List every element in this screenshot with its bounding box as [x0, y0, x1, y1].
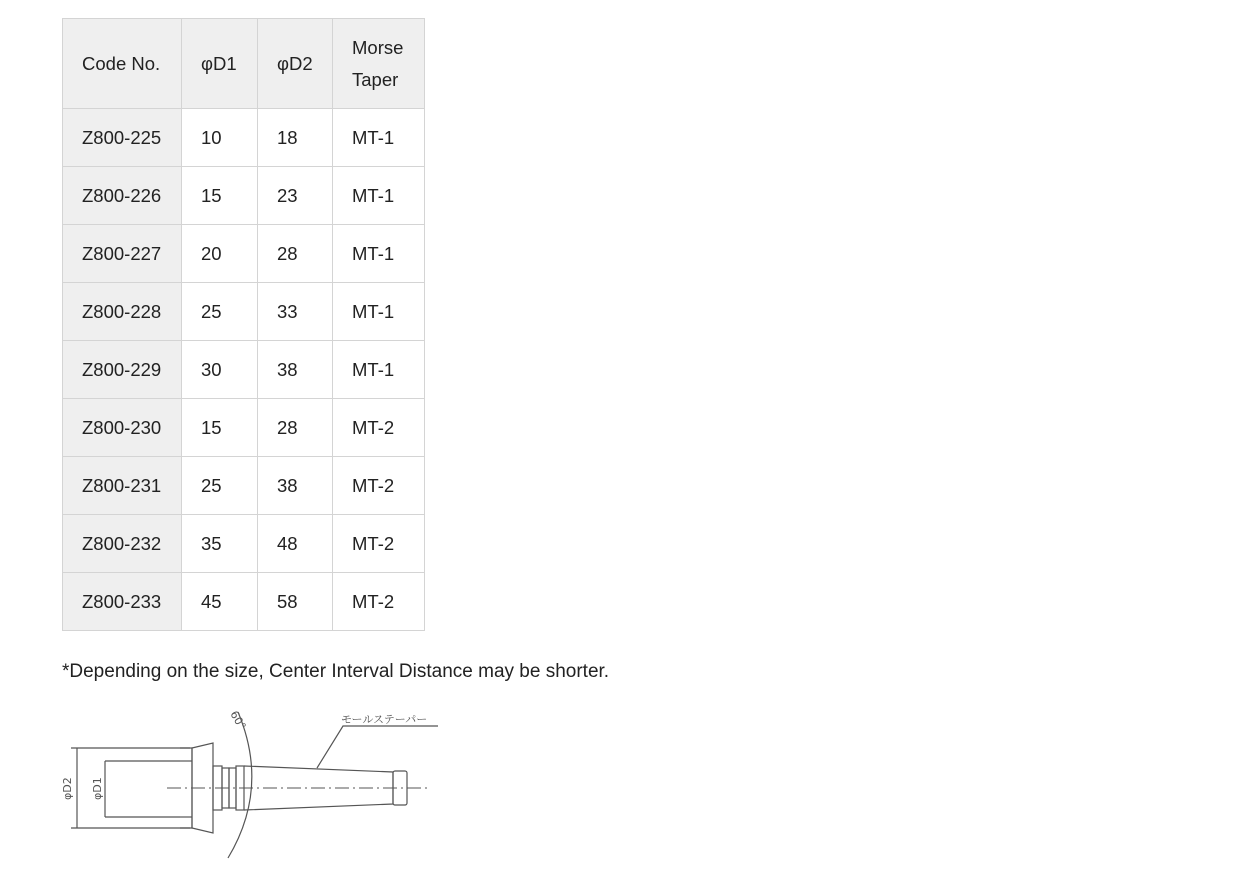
cell-morse-taper: MT-1 [333, 167, 425, 225]
cell-morse-taper: MT-1 [333, 109, 425, 167]
table-row [63, 109, 425, 167]
cell-code: Z800-232 [63, 515, 182, 573]
cell-d2: 18 [258, 109, 333, 167]
cell-code: Z800-233 [63, 573, 182, 631]
cell-morse-taper: MT-2 [333, 573, 425, 631]
table-row [63, 283, 425, 341]
cell-d2: 28 [258, 225, 333, 283]
angle-label: 60° [227, 708, 249, 733]
d2-label: φD2 [61, 777, 74, 800]
cell-d1: 15 [182, 399, 258, 457]
cell-d1: 45 [182, 573, 258, 631]
table-row [63, 225, 425, 283]
cell-morse-taper: MT-2 [333, 399, 425, 457]
table-row [63, 573, 425, 631]
cell-d1: 20 [182, 225, 258, 283]
cell-code: Z800-226 [63, 167, 182, 225]
header-morse-taper: Morse Taper [333, 19, 425, 109]
cell-d1: 10 [182, 109, 258, 167]
cell-code: Z800-230 [63, 399, 182, 457]
cell-d2: 48 [258, 515, 333, 573]
cell-d1: 35 [182, 515, 258, 573]
header-d1: φD1 [182, 19, 258, 109]
cell-code: Z800-228 [63, 283, 182, 341]
table-row [63, 341, 425, 399]
cell-d2: 33 [258, 283, 333, 341]
cell-d2: 38 [258, 341, 333, 399]
cell-d2: 23 [258, 167, 333, 225]
taper-label: モールステーパー [341, 713, 428, 726]
cell-d1: 15 [182, 167, 258, 225]
cell-d2: 28 [258, 399, 333, 457]
spec-table [62, 18, 425, 631]
cell-d2: 58 [258, 573, 333, 631]
cell-d1: 25 [182, 457, 258, 515]
table-header-row [63, 19, 425, 109]
cell-code: Z800-227 [63, 225, 182, 283]
cell-d1: 25 [182, 283, 258, 341]
cell-code: Z800-225 [63, 109, 182, 167]
cell-d1: 30 [182, 341, 258, 399]
cell-morse-taper: MT-2 [333, 515, 425, 573]
cell-morse-taper: MT-1 [333, 283, 425, 341]
cell-morse-taper: MT-2 [333, 457, 425, 515]
cell-code: Z800-231 [63, 457, 182, 515]
header-code-no: Code No. [63, 19, 182, 109]
size-note: *Depending on the size, Center Interval Distance may be shorter. [62, 661, 610, 682]
table-row [63, 457, 425, 515]
d1-label: φD1 [91, 777, 104, 800]
header-d2: φD2 [258, 19, 333, 109]
angle-arc [228, 712, 252, 858]
technical-drawing [55, 700, 455, 870]
taper-leader-line [317, 726, 438, 768]
cell-morse-taper: MT-1 [333, 341, 425, 399]
cell-morse-taper: MT-1 [333, 225, 425, 283]
table-row [63, 399, 425, 457]
cell-code: Z800-229 [63, 341, 182, 399]
table-row [63, 515, 425, 573]
table-row [63, 167, 425, 225]
cell-d2: 38 [258, 457, 333, 515]
